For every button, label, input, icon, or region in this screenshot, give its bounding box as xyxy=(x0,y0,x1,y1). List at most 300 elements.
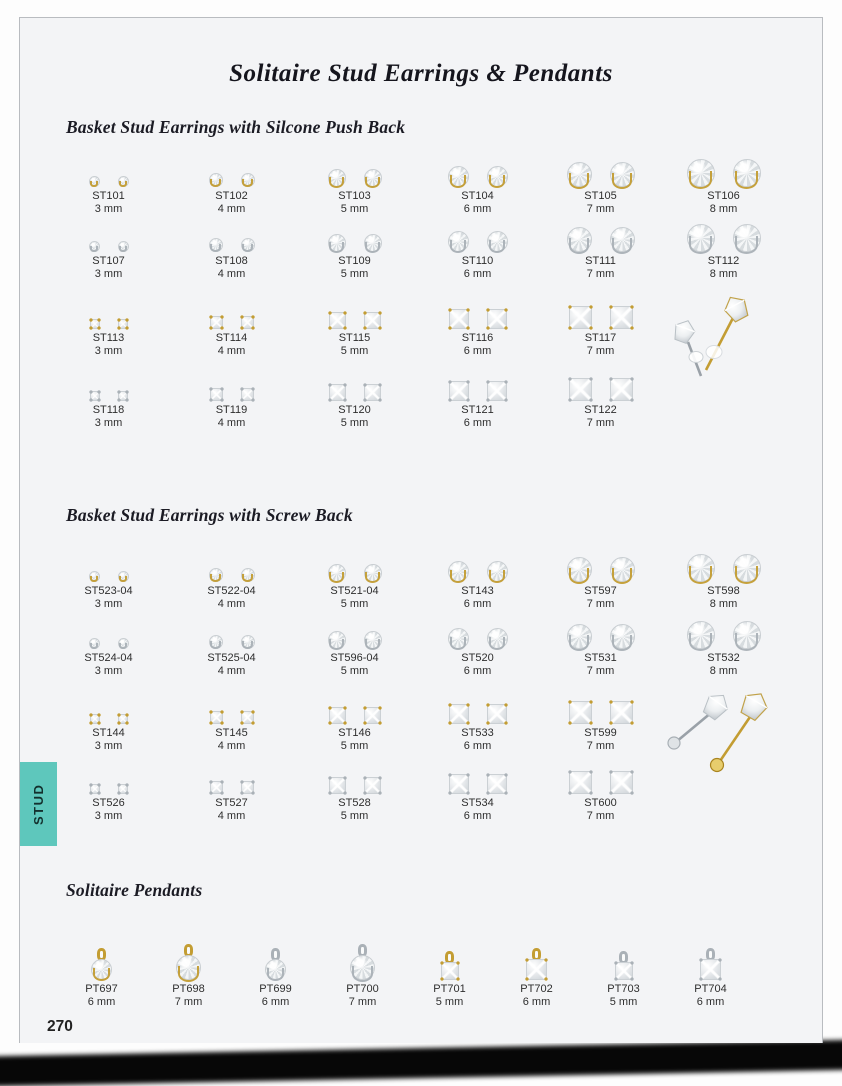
gem-square-silver xyxy=(569,771,592,794)
gem-square-silver xyxy=(241,388,254,401)
gem-square-silver xyxy=(610,378,633,401)
earring-pair-image xyxy=(687,542,761,582)
product-code: ST111 xyxy=(585,255,616,267)
product-size: 4 mm xyxy=(217,203,246,215)
product-item xyxy=(47,361,170,430)
earring-pair-image xyxy=(209,542,255,582)
product-row xyxy=(47,147,787,216)
product-size: 7 mm xyxy=(586,268,615,280)
gem-round-silver xyxy=(241,238,255,252)
gem-round-silver xyxy=(209,635,223,649)
product-item xyxy=(170,147,293,216)
earring-pair-image xyxy=(329,289,381,329)
product-item xyxy=(170,684,293,753)
product-item xyxy=(416,754,539,823)
earring-pair-image xyxy=(448,147,508,187)
earring-pair-image xyxy=(89,542,129,582)
gem-round-silver xyxy=(209,238,223,252)
earring-pair-image xyxy=(567,147,635,187)
earring-pair-image xyxy=(89,147,129,187)
earring-pair-image xyxy=(448,609,508,649)
product-item xyxy=(539,361,662,430)
product-item xyxy=(293,542,416,611)
product-size: 8 mm xyxy=(709,598,738,610)
gem-round-gold xyxy=(687,159,715,187)
earring-pair-image xyxy=(89,609,129,649)
gem-square-gold xyxy=(364,312,381,329)
product-code: ST598 xyxy=(707,585,740,597)
gem-square-gold xyxy=(210,711,223,724)
product-item xyxy=(293,361,416,430)
product-item xyxy=(293,289,416,358)
product-code: ST597 xyxy=(584,585,617,597)
gem-round-silver xyxy=(364,234,382,252)
gem-round-silver xyxy=(687,224,715,252)
gem-square-gold xyxy=(526,959,547,980)
product-code: PT703 xyxy=(607,983,640,995)
gem-round-gold xyxy=(364,564,382,582)
product-item xyxy=(667,922,754,1009)
product-row xyxy=(47,212,787,281)
gem-round-silver xyxy=(610,227,635,252)
earring-pair-image xyxy=(449,754,507,794)
product-code: ST114 xyxy=(215,332,248,344)
gem-round-silver xyxy=(487,231,508,252)
product-item xyxy=(319,922,406,1009)
earring-pair-image xyxy=(329,754,381,794)
product-size: 8 mm xyxy=(709,203,738,215)
gem-square-silver xyxy=(210,781,223,794)
earring-pair-image xyxy=(210,754,254,794)
gem-round-silver xyxy=(89,241,100,252)
product-code: ST115 xyxy=(338,332,371,344)
earring-pair-image xyxy=(210,289,254,329)
product-row xyxy=(47,609,787,678)
product-code: ST107 xyxy=(92,255,125,267)
gem-round-silver xyxy=(567,624,592,649)
gem-square-silver xyxy=(569,378,592,401)
product-size: 3 mm xyxy=(94,810,123,822)
product-size: 6 mm xyxy=(87,996,116,1008)
gem-round-silver xyxy=(350,955,375,980)
gem-round-gold xyxy=(567,162,592,187)
gem-square-gold xyxy=(364,707,381,724)
gem-round-gold xyxy=(687,554,715,582)
product-size: 7 mm xyxy=(586,598,615,610)
product-code: ST116 xyxy=(461,332,494,344)
gem-square-silver xyxy=(329,777,346,794)
gem-square-gold xyxy=(210,316,223,329)
product-item xyxy=(170,754,293,823)
gem-square-silver xyxy=(610,771,633,794)
gem-round-silver xyxy=(328,631,346,649)
gem-round-gold xyxy=(91,959,112,980)
product-code: ST120 xyxy=(338,404,371,416)
gem-square-silver xyxy=(487,774,507,794)
product-item xyxy=(416,684,539,753)
product-item xyxy=(493,922,580,1009)
gem-square-gold xyxy=(329,707,346,724)
product-code: ST119 xyxy=(215,404,248,416)
earring-pair-image xyxy=(687,212,761,252)
gem-square-gold xyxy=(329,312,346,329)
product-code: PT702 xyxy=(520,983,553,995)
product-item xyxy=(47,684,170,753)
product-size: 5 mm xyxy=(340,203,369,215)
product-code: ST525-04 xyxy=(207,652,256,664)
earring-pair-image xyxy=(569,684,633,724)
gem-round-gold xyxy=(118,176,129,187)
product-item xyxy=(662,609,785,678)
product-code: ST526 xyxy=(92,797,125,809)
product-item xyxy=(293,609,416,678)
product-item xyxy=(539,289,662,358)
product-size: 7 mm xyxy=(348,996,377,1008)
product-item xyxy=(662,147,785,216)
gem-round-silver xyxy=(448,231,469,252)
gem-square-silver xyxy=(449,381,469,401)
earring-pair-image xyxy=(329,684,381,724)
pendant-image xyxy=(526,922,547,980)
product-item xyxy=(539,609,662,678)
product-code: PT701 xyxy=(433,983,466,995)
product-size: 6 mm xyxy=(463,598,492,610)
earring-pair-image xyxy=(328,212,382,252)
earring-pair-image xyxy=(449,361,507,401)
gem-round-silver xyxy=(328,234,346,252)
gem-square-gold xyxy=(610,701,633,724)
product-item xyxy=(416,361,539,430)
earring-pair-image xyxy=(90,289,128,329)
product-item xyxy=(47,147,170,216)
product-size: 6 mm xyxy=(463,345,492,357)
earring-pair-image xyxy=(90,361,128,401)
product-size: 5 mm xyxy=(340,345,369,357)
gem-square-silver xyxy=(90,784,100,794)
product-item xyxy=(170,212,293,281)
earring-pair-image xyxy=(569,289,633,329)
product-size: 5 mm xyxy=(340,417,369,429)
gem-square-gold xyxy=(90,319,100,329)
product-item xyxy=(539,684,662,753)
gem-square-gold xyxy=(118,319,128,329)
product-size: 3 mm xyxy=(94,665,123,677)
gem-round-gold xyxy=(487,166,508,187)
product-code: ST527 xyxy=(215,797,248,809)
product-size: 5 mm xyxy=(340,598,369,610)
gem-square-silver xyxy=(118,391,128,401)
product-code: ST103 xyxy=(338,190,371,202)
product-size: 4 mm xyxy=(217,810,246,822)
gem-square-gold xyxy=(449,309,469,329)
product-size: 7 mm xyxy=(586,345,615,357)
gem-round-gold xyxy=(448,561,469,582)
gem-square-gold xyxy=(441,962,459,980)
product-row xyxy=(47,289,787,358)
earring-pair-image xyxy=(329,361,381,401)
product-code: ST524-04 xyxy=(84,652,133,664)
product-size: 7 mm xyxy=(586,810,615,822)
gem-square-gold xyxy=(487,704,507,724)
product-code: PT700 xyxy=(346,983,379,995)
product-code: ST118 xyxy=(92,404,125,416)
product-size: 8 mm xyxy=(709,665,738,677)
product-size: 3 mm xyxy=(94,203,123,215)
gem-round-gold xyxy=(733,159,761,187)
earring-pair-image xyxy=(209,147,255,187)
gem-round-silver xyxy=(118,241,129,252)
product-code: ST122 xyxy=(584,404,617,416)
gem-square-gold xyxy=(487,309,507,329)
gem-round-silver xyxy=(364,631,382,649)
product-item xyxy=(170,609,293,678)
gem-square-silver xyxy=(329,384,346,401)
pendant-row xyxy=(58,922,758,1009)
gem-square-gold xyxy=(241,316,254,329)
product-size: 4 mm xyxy=(217,740,246,752)
product-item xyxy=(293,684,416,753)
gem-round-silver xyxy=(118,638,129,649)
product-size: 4 mm xyxy=(217,665,246,677)
product-item xyxy=(170,361,293,430)
section-heading-silicone-push-back: Basket Stud Earrings with Silcone Push Back xyxy=(66,117,406,137)
gem-round-silver xyxy=(610,624,635,649)
product-code: ST534 xyxy=(461,797,494,809)
product-item xyxy=(539,212,662,281)
earring-pair-image xyxy=(210,684,254,724)
product-code: ST146 xyxy=(338,727,371,739)
product-item xyxy=(47,609,170,678)
gem-round-gold xyxy=(733,554,761,582)
product-size: 6 mm xyxy=(463,203,492,215)
page-edge-shadow xyxy=(0,1040,842,1086)
product-code: ST145 xyxy=(215,727,248,739)
earring-pair-image xyxy=(449,684,507,724)
product-code: ST109 xyxy=(338,255,371,267)
gem-round-gold xyxy=(176,955,201,980)
gem-square-silver xyxy=(364,384,381,401)
gem-round-gold xyxy=(328,564,346,582)
gem-square-gold xyxy=(610,306,633,329)
gem-square-silver xyxy=(364,777,381,794)
product-code: ST102 xyxy=(215,190,248,202)
gem-round-silver xyxy=(448,628,469,649)
product-row xyxy=(47,754,787,823)
product-code: PT698 xyxy=(172,983,205,995)
product-item xyxy=(416,542,539,611)
product-size: 7 mm xyxy=(586,665,615,677)
product-size: 5 mm xyxy=(435,996,464,1008)
product-size: 4 mm xyxy=(217,598,246,610)
product-size: 3 mm xyxy=(94,598,123,610)
gem-round-gold xyxy=(209,568,223,582)
product-item xyxy=(58,922,145,1009)
product-size: 4 mm xyxy=(217,417,246,429)
product-item xyxy=(47,212,170,281)
section-heading-solitaire-pendants: Solitaire Pendants xyxy=(66,880,203,900)
earring-pair-image xyxy=(448,542,508,582)
gem-square-silver xyxy=(487,381,507,401)
catalog-page xyxy=(19,17,823,1043)
pendant-image xyxy=(700,922,721,980)
gem-round-silver xyxy=(567,227,592,252)
product-size: 6 mm xyxy=(463,268,492,280)
earring-pair-image xyxy=(90,754,128,794)
gem-round-gold xyxy=(89,176,100,187)
gem-square-gold xyxy=(449,704,469,724)
product-code: ST533 xyxy=(461,727,494,739)
pendant-image xyxy=(176,922,201,980)
product-size: 7 mm xyxy=(586,740,615,752)
gem-round-gold xyxy=(328,169,346,187)
product-code: ST531 xyxy=(584,652,617,664)
product-size: 7 mm xyxy=(586,203,615,215)
product-code: PT699 xyxy=(259,983,292,995)
earring-pair-image xyxy=(209,212,255,252)
gem-round-silver xyxy=(241,635,255,649)
product-code: ST523-04 xyxy=(84,585,133,597)
gem-round-gold xyxy=(487,561,508,582)
product-code: ST105 xyxy=(584,190,617,202)
product-item xyxy=(416,212,539,281)
earring-pair-image xyxy=(569,754,633,794)
pendant-image xyxy=(350,922,375,980)
earring-pair-image xyxy=(89,212,129,252)
product-item xyxy=(416,289,539,358)
earring-pair-image xyxy=(687,609,761,649)
product-size: 6 mm xyxy=(522,996,551,1008)
earring-pair-image xyxy=(210,361,254,401)
section-heading-screw-back: Basket Stud Earrings with Screw Back xyxy=(66,505,353,525)
product-size: 7 mm xyxy=(586,417,615,429)
product-code: ST108 xyxy=(215,255,248,267)
earring-pair-image xyxy=(90,684,128,724)
gem-square-silver xyxy=(241,781,254,794)
earring-pair-image xyxy=(328,609,382,649)
product-item xyxy=(47,542,170,611)
product-code: ST101 xyxy=(92,190,125,202)
gem-round-gold xyxy=(241,173,255,187)
product-item xyxy=(416,609,539,678)
product-size: 6 mm xyxy=(463,740,492,752)
earring-pair-image xyxy=(209,609,255,649)
product-item xyxy=(406,922,493,1009)
product-item xyxy=(662,542,785,611)
gem-round-silver xyxy=(733,621,761,649)
gem-round-gold xyxy=(610,162,635,187)
gem-square-gold xyxy=(118,714,128,724)
product-item xyxy=(416,147,539,216)
earring-pair-image xyxy=(448,212,508,252)
product-code: PT697 xyxy=(85,983,118,995)
product-item xyxy=(293,754,416,823)
gem-round-gold xyxy=(118,571,129,582)
product-size: 6 mm xyxy=(463,810,492,822)
gem-round-gold xyxy=(448,166,469,187)
product-size: 5 mm xyxy=(609,996,638,1008)
product-item xyxy=(170,289,293,358)
product-size: 7 mm xyxy=(174,996,203,1008)
gem-square-gold xyxy=(90,714,100,724)
product-item xyxy=(47,289,170,358)
gem-round-gold xyxy=(610,557,635,582)
gem-round-silver xyxy=(487,628,508,649)
product-item xyxy=(232,922,319,1009)
product-code: ST144 xyxy=(92,727,125,739)
product-item xyxy=(170,542,293,611)
product-item xyxy=(539,542,662,611)
earring-pair-image xyxy=(328,542,382,582)
gem-round-gold xyxy=(89,571,100,582)
gem-square-silver xyxy=(90,391,100,401)
product-size: 3 mm xyxy=(94,740,123,752)
product-size: 4 mm xyxy=(217,268,246,280)
gem-round-silver xyxy=(687,621,715,649)
product-item xyxy=(145,922,232,1009)
product-code: ST113 xyxy=(92,332,125,344)
gem-square-gold xyxy=(569,306,592,329)
earring-pair-image xyxy=(449,289,507,329)
pendant-image xyxy=(265,922,286,980)
product-code: ST522-04 xyxy=(207,585,256,597)
earring-pair-image xyxy=(567,542,635,582)
product-item xyxy=(293,147,416,216)
product-size: 6 mm xyxy=(463,665,492,677)
pendant-image xyxy=(441,922,459,980)
product-code: ST104 xyxy=(461,190,494,202)
gem-round-gold xyxy=(567,557,592,582)
gem-round-silver xyxy=(89,638,100,649)
product-row xyxy=(47,542,787,611)
product-code: ST143 xyxy=(461,585,494,597)
product-size: 3 mm xyxy=(94,345,123,357)
earring-pair-image xyxy=(567,212,635,252)
product-size: 6 mm xyxy=(261,996,290,1008)
product-size: 5 mm xyxy=(340,665,369,677)
product-code: ST599 xyxy=(584,727,617,739)
product-code: ST106 xyxy=(707,190,740,202)
product-item xyxy=(662,212,785,281)
product-code: ST117 xyxy=(584,332,617,344)
gem-square-silver xyxy=(118,784,128,794)
earring-pair-image xyxy=(328,147,382,187)
product-size: 6 mm xyxy=(463,417,492,429)
page-title: Solitaire Stud Earrings & Pendants xyxy=(229,60,613,87)
pendant-image xyxy=(91,922,112,980)
product-item xyxy=(47,754,170,823)
product-item xyxy=(539,147,662,216)
gem-round-gold xyxy=(241,568,255,582)
product-code: ST110 xyxy=(461,255,494,267)
product-code: ST532 xyxy=(707,652,740,664)
product-size: 4 mm xyxy=(217,345,246,357)
product-size: 3 mm xyxy=(94,268,123,280)
gem-square-silver xyxy=(700,959,721,980)
product-size: 5 mm xyxy=(340,268,369,280)
product-code: ST596-04 xyxy=(330,652,379,664)
gem-square-silver xyxy=(449,774,469,794)
earring-pair-image xyxy=(567,609,635,649)
stud-section-tab: STUD xyxy=(20,762,57,846)
product-code: PT704 xyxy=(694,983,727,995)
product-code: ST112 xyxy=(707,255,740,267)
gem-round-gold xyxy=(364,169,382,187)
product-size: 3 mm xyxy=(94,417,123,429)
pendant-image xyxy=(615,922,633,980)
gem-round-gold xyxy=(209,173,223,187)
product-code: ST521-04 xyxy=(330,585,379,597)
product-size: 6 mm xyxy=(696,996,725,1008)
